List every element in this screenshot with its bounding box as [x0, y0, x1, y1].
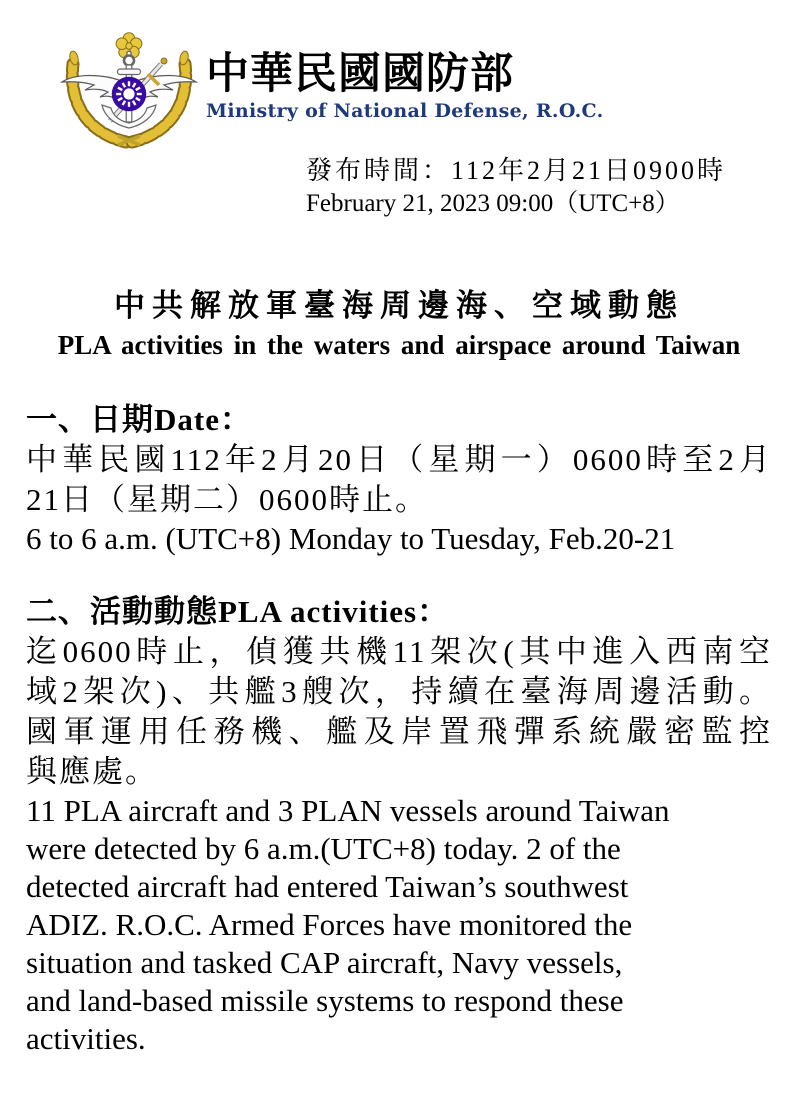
section-activities-en-line: were detected by 6 a.m.(UTC+8) today. 2 of the	[26, 831, 621, 866]
section-activities-zh-line: 與應處。	[26, 754, 158, 789]
section-date-en-line: 6 to 6 a.m. (UTC+8) Monday to Tuesday, Feb.20-21	[26, 521, 676, 556]
section-activities-heading: 二、活動動態PLA activities：	[26, 594, 450, 629]
section-activities-en-line: ADIZ. R.O.C. Armed Forces have monitored the	[26, 907, 633, 942]
mnd-emblem-icon	[58, 24, 200, 150]
org-name-zh: 中華民國國防部	[206, 51, 514, 98]
mnd-emblem-logo	[58, 24, 200, 150]
section-activities-zh-line: 國軍運用任務機、艦及岸置飛彈系統嚴密監控	[26, 714, 772, 749]
release-time-zh: 發布時間：112年2月21日0900時	[306, 156, 727, 185]
document-title-zh: 中共解放軍臺海周邊海、空域動態	[114, 288, 684, 323]
section-activities-en-line: and land-based missile systems to respond these	[26, 983, 624, 1018]
section-activities	[26, 592, 772, 1058]
document-title-en: PLA activities in the waters and airspace around Taiwan	[57, 330, 741, 360]
section-activities-en-line: situation and tasked CAP aircraft, Navy vessels,	[26, 945, 623, 980]
document-body	[0, 286, 794, 1058]
release-time-en: February 21, 2023 09:00（UTC+8）	[306, 190, 680, 217]
section-activities-zh-line: 迄0600時止，偵獲共機11架次(其中進入西南空	[26, 634, 772, 669]
section-activities-en-line: 11 PLA aircraft and 3 PLAN vessels around Taiwan	[26, 793, 670, 828]
document-header	[0, 0, 794, 150]
section-date	[26, 400, 772, 558]
section-activities-en-line: activities.	[26, 1021, 146, 1056]
section-date-zh-line: 21日（星期二）0600時止。	[26, 482, 428, 517]
org-name-block	[206, 24, 604, 122]
section-date-heading: 一、日期Date：	[26, 402, 252, 437]
section-activities-en-line: detected aircraft had entered Taiwan’s southwest	[26, 869, 629, 904]
release-time	[306, 154, 794, 220]
section-activities-zh-line: 域2架次)、共艦3艘次，持續在臺海周邊活動。	[26, 674, 772, 709]
sun-disc-icon	[112, 77, 146, 111]
section-date-zh-line: 中華民國112年2月20日（星期一）0600時至2月	[26, 442, 772, 477]
org-name-en: Ministry of National Defense, R.O.C.	[206, 100, 604, 123]
